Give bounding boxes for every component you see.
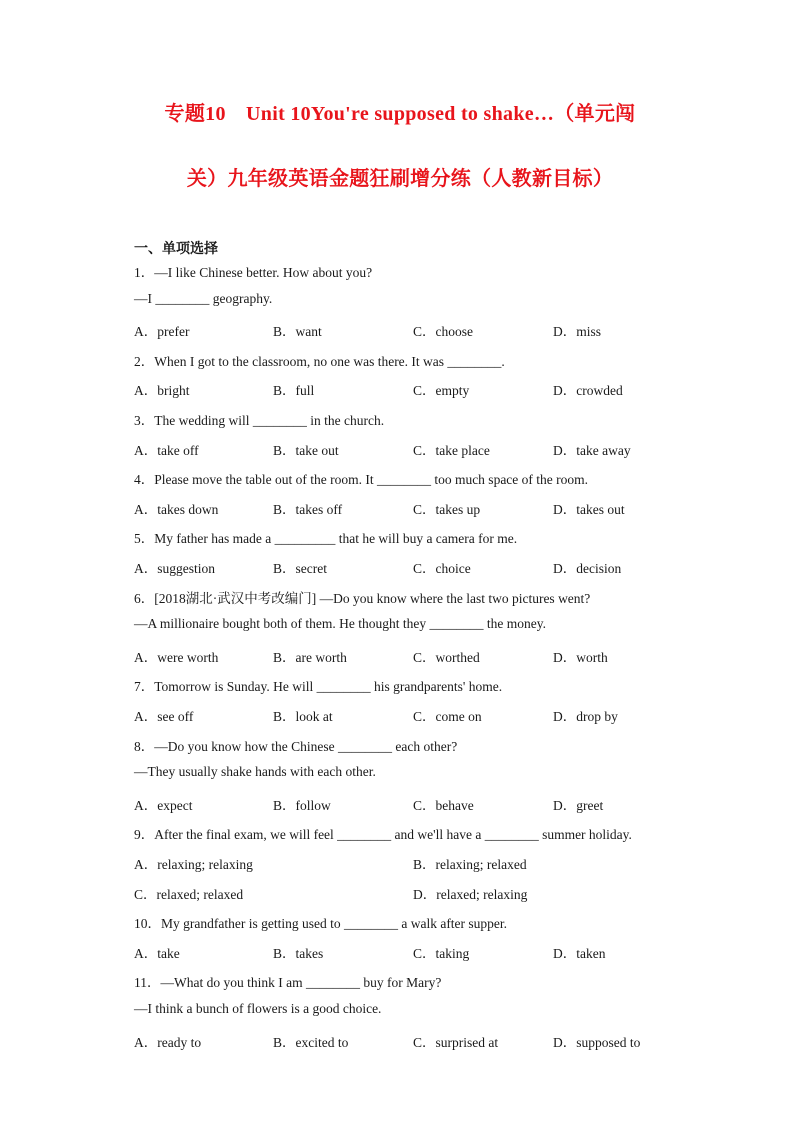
answer-option: A．take off	[134, 442, 199, 458]
answer-option: C．surprised at	[413, 1034, 499, 1050]
question-stem: 7．Tomorrow is Sunday. He will ________ his grandparents' home.	[134, 679, 503, 695]
question-stem: 9．After the final exam, we will feel ________ and we'll have a ________ summer holiday.	[134, 827, 632, 843]
answer-option: B．full	[273, 383, 315, 399]
answer-option: A．were worth	[134, 649, 219, 665]
answer-option: C．choose	[413, 324, 473, 340]
answer-option: C．takes up	[413, 501, 481, 517]
document-title-line-2: 关）九年级英语金题狂刷增分练（人教新目标）	[186, 168, 614, 190]
question-stem: 2．When I got to the classroom, no one was there. It was ________.	[134, 353, 505, 369]
answer-option: B．excited to	[273, 1034, 349, 1050]
answer-option: D．crowded	[553, 383, 623, 399]
answer-option: D．drop by	[553, 709, 618, 724]
answer-option: A．ready to	[134, 1034, 202, 1050]
answer-option: B．look at	[273, 709, 333, 724]
answer-option: B．takes off	[273, 501, 343, 517]
answer-option: D．decision	[553, 561, 622, 576]
answer-option: D．take away	[553, 442, 631, 458]
answer-option: D．takes out	[553, 501, 625, 517]
question-stem: 4．Please move the table out of the room. It ________ too much space of the room.	[134, 472, 589, 488]
answer-option: A．bright	[134, 383, 190, 399]
question-stem: 6．[2018湖北·武汉中考改编门] —Do you know where the last two pictures went?	[134, 590, 591, 606]
answer-option: A．relaxing; relaxing	[134, 857, 253, 872]
answer-option: A．take	[134, 945, 180, 961]
section-heading: 一、单项选择	[134, 242, 218, 257]
question-stem: 5．My father has made a _________ that he will buy a camera for me.	[134, 531, 518, 547]
question-stem: 8．—Do you know how the Chinese ________ each other?	[134, 738, 458, 754]
answer-option: D．worth	[553, 649, 608, 665]
question-dialogue-line: —A millionaire bought both of them. He thought they ________ the money.	[134, 616, 546, 632]
question-dialogue-line: —I ________ geography.	[134, 290, 273, 306]
question-stem: 11．—What do you think I am ________ buy for Mary?	[134, 975, 442, 991]
answer-option: C．taking	[413, 945, 470, 961]
answer-option: D．taken	[553, 945, 606, 961]
answer-option: B．want	[273, 324, 322, 340]
answer-option: A．suggestion	[134, 561, 215, 576]
answer-option: A．takes down	[134, 501, 219, 517]
answer-option: D．supposed to	[553, 1034, 641, 1050]
question-stem: 10．My grandfather is getting used to ________ a walk after supper.	[134, 916, 508, 932]
answer-option: D．relaxed; relaxing	[413, 886, 528, 902]
answer-option: A．see off	[134, 709, 194, 724]
answer-option: B．follow	[273, 797, 331, 813]
answer-option: C．relaxed; relaxed	[134, 886, 244, 902]
answer-option: C．empty	[413, 383, 470, 399]
question-dialogue-line: —They usually shake hands with each other.	[134, 764, 376, 780]
question-stem: 1．—I like Chinese better. How about you?	[134, 265, 373, 280]
answer-option: B．are worth	[273, 649, 347, 665]
answer-option: B．take out	[273, 442, 339, 458]
answer-option: C．take place	[413, 442, 490, 458]
question-stem: 3．The wedding will ________ in the church.	[134, 413, 385, 428]
question-dialogue-line: —I think a bunch of flowers is a good choice.	[134, 1001, 382, 1016]
answer-option: B．takes	[273, 945, 324, 961]
answer-option: A．prefer	[134, 324, 190, 340]
answer-option: C．behave	[413, 797, 474, 813]
answer-option: A．expect	[134, 797, 193, 813]
answer-option: C．choice	[413, 561, 471, 576]
answer-option: B．secret	[273, 561, 327, 576]
answer-option: C．worthed	[413, 649, 480, 665]
document-title-line-1: 专题10 Unit 10You're supposed to shake…（单元闯	[164, 103, 636, 125]
answer-option: D．miss	[553, 324, 602, 340]
answer-option: B．relaxing; relaxed	[413, 857, 527, 872]
answer-option: C．come on	[413, 709, 482, 724]
answer-option: D．greet	[553, 797, 604, 813]
